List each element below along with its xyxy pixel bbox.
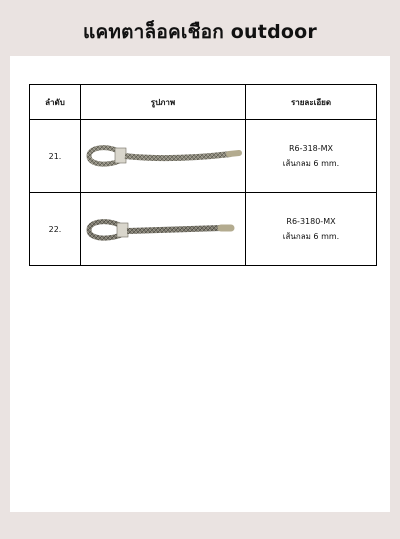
catalog-table: [29, 84, 377, 266]
table-row: [30, 193, 377, 266]
product-code: R6-318-MX: [288, 144, 334, 153]
product-detail: [246, 120, 377, 193]
header-no: ลำดับ: [30, 85, 81, 120]
product-detail: [246, 193, 377, 266]
page-title: แคทตาล็อคเชือก outdoor: [83, 21, 317, 43]
row-number: 21.: [30, 120, 81, 193]
rope-loop-icon: [81, 120, 245, 192]
header-image: รูปภาพ: [81, 85, 246, 120]
header-detail: รายละเอียด: [246, 85, 377, 120]
product-size: เส้นกลม 6 mm.: [282, 232, 340, 241]
product-code: R6-3180-MX: [286, 217, 336, 226]
table-header-row: [30, 85, 377, 120]
table-row: [30, 120, 377, 193]
rope-loop-icon: [81, 193, 245, 265]
catalog-sheet: [10, 56, 390, 512]
product-image: [81, 120, 246, 193]
product-image: [81, 193, 246, 266]
product-size: เส้นกลม 6 mm.: [282, 159, 340, 168]
row-number: 22.: [30, 193, 81, 266]
